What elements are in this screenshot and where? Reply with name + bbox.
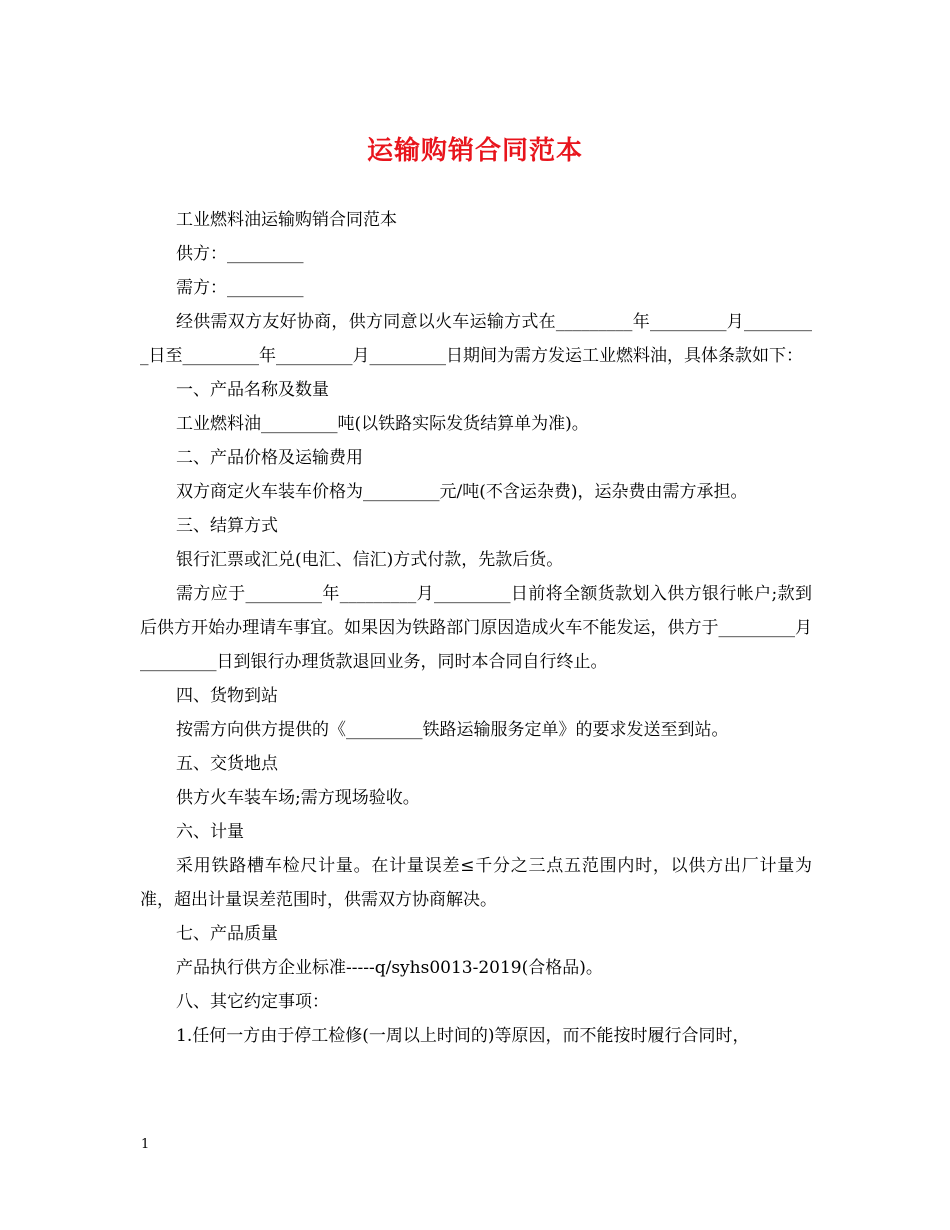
paragraph-buyer: 需方：_________ — [176, 278, 304, 298]
paragraph-payment-method: 银行汇票或汇兑(电汇、信汇)方式付款，先款后货。 — [176, 550, 564, 570]
paragraph-destination: 按需方向供方提供的《_________铁路运输服务定单》的要求发送至到站。 — [176, 720, 729, 740]
paragraph-subtitle: 工业燃料油运输购销合同范本 — [176, 210, 397, 230]
section-heading-3: 三、结算方式 — [176, 516, 278, 536]
page-number: 1 — [141, 1137, 150, 1152]
section-heading-7: 七、产品质量 — [176, 924, 278, 944]
section-heading-5: 五、交货地点 — [176, 754, 278, 774]
section-heading-6: 六、计量 — [176, 822, 244, 842]
paragraph-price: 双方商定火车装车价格为_________元/吨(不含运杂费)，运杂费由需方承担。 — [176, 482, 748, 502]
paragraph-quality: 产品执行供方企业标准-----q/syhs0013-2019(合格品)。 — [176, 958, 603, 978]
section-heading-4: 四、货物到站 — [176, 686, 278, 706]
paragraph-quantity: 工业燃料油_________吨(以铁路实际发货结算单为准)。 — [176, 414, 589, 434]
paragraph-measurement: 采用铁路槽车检尺计量。在计量误差≤千分之三点五范围内时，以供方出厂计量为准，超出计量误差范围时，供需双方协商解决。 — [140, 856, 812, 910]
paragraph-payment-terms: 需方应于_________年_________月_________日前将全额货款划入供方银行帐户;款到后供方开始办理请车事宜。如果因为铁路部门原因造成火车不能发运，供方于_________月_________日到银行办理货款退回业务，同时本合同自行终止。 — [140, 584, 812, 672]
paragraph-preamble: 经供需双方友好协商，供方同意以火车运输方式在_________年_________月_________日至_________年_________月_________日期间为需方发运工业燃料油，具体条款如下： — [140, 312, 812, 366]
paragraph-other-item-1: 1.任何一方由于停工检修(一周以上时间的)等原因，而不能按时履行合同时， — [176, 1026, 750, 1046]
document-body — [140, 203, 812, 1053]
section-heading-8: 八、其它约定事项： — [176, 992, 329, 1012]
document-title: 运输购销合同范本 — [366, 136, 583, 166]
section-heading-1: 一、产品名称及数量 — [176, 380, 329, 400]
paragraph-supplier: 供方：_________ — [176, 244, 304, 264]
section-heading-2: 二、产品价格及运输费用 — [176, 448, 363, 468]
paragraph-delivery-location: 供方火车装车场;需方现场验收。 — [176, 788, 420, 808]
